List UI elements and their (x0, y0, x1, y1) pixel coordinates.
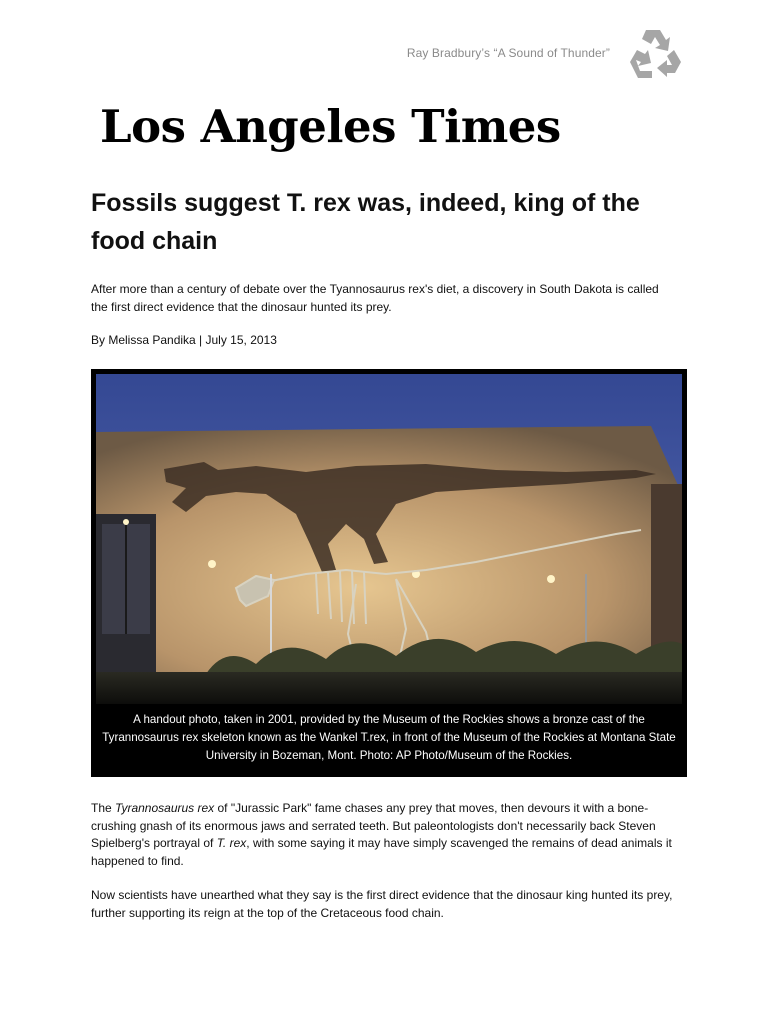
p1-text-e: , with some saying it may have simply scavenged the remains of dead animals it happened to find. (91, 836, 672, 868)
article-headline: Fossils suggest T. rex was, indeed, king of the food chain (91, 189, 640, 255)
article-dek: After more than a century of debate over the Tyannosaurus rex's diet, a discovery in South Dakota is called the first direct evidence that the dinosaur hunted its prey. (91, 282, 659, 314)
photo-figure (91, 369, 687, 777)
p1-species-short: T. rex (216, 836, 247, 850)
body-paragraph-1 (91, 800, 681, 870)
masthead-logo: Los Angeles Times (100, 100, 561, 153)
p1-text-c: of "Jurassic Park" fame chases any prey that moves, then devours it with a bone-crushing gnash of its enormous jaws and serrated teeth. But paleontologists don't necessarily back Steven Spielberg's portrayal of (91, 801, 656, 850)
p1-text-a: The (91, 801, 116, 815)
p1-species-name: Tyrannosaurus rex (115, 801, 215, 815)
header-note: Ray Bradbury’s “A Sound of Thunder” (406, 46, 610, 60)
recycle-icon (624, 24, 686, 84)
trex-photo (96, 374, 682, 704)
article-byline: By Melissa Pandika | July 15, 2013 (91, 333, 277, 347)
photo-caption: A handout photo, taken in 2001, provided by the Museum of the Rockies shows a bronze cast of the Tyrannosaurus rex skeleton known as the Wankel T.rex, in front of the Museum of the Rockies at Montana State University in Bozeman, Mont. Photo: AP Photo/Museum of the Rockies. (102, 713, 676, 762)
body-paragraph-2: Now scientists have unearthed what they say is the first direct evidence that the dinosaur king hunted its prey, further supporting its reign at the top of the Cretaceous food chain. (91, 888, 673, 920)
